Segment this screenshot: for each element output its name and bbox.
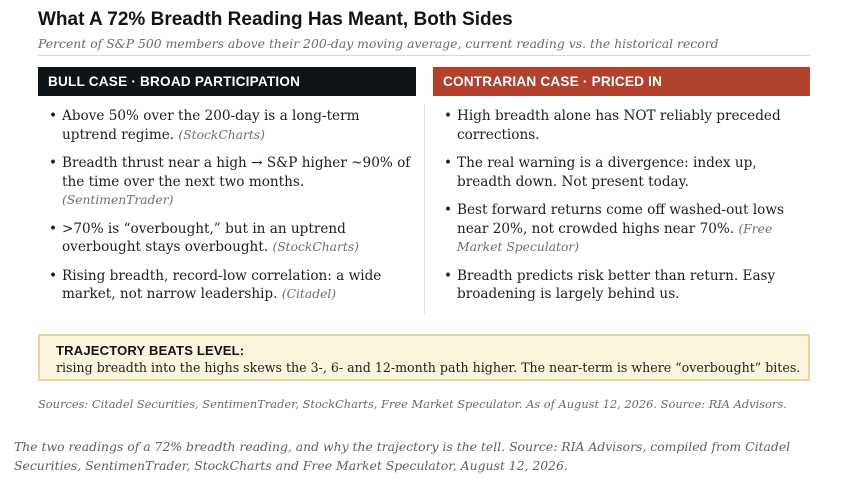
bullet-icon: •: [444, 108, 453, 124]
list-item: [48, 220, 418, 257]
list-item: [443, 107, 808, 144]
bullet-icon: •: [444, 202, 453, 218]
list-item: [48, 154, 418, 210]
bullet-text: Breadth predicts risk better than return. Easy broadening is largely behind us.: [457, 267, 776, 302]
trajectory-callout: [38, 334, 810, 381]
callout-title: TRAJECTORY BEATS LEVEL:: [56, 343, 245, 358]
figure-caption: The two readings of a 72% breadth reading, and why the trajectory is the tell. Source: RIA Advisors, compiled from Citadel Securities, SentimenTrader, StockCharts and Free Market Speculator, August 12, 2026.: [14, 439, 791, 473]
bullet-icon: •: [444, 267, 453, 284]
bullet-text: Above 50% over the 200-day is a long-term uptrend regime.: [62, 108, 360, 143]
bullet-text: Best forward returns come off washed-out lows near 20%, not crowded highs near 70%.: [457, 202, 784, 237]
bullet-source: (Free Market Speculator): [457, 221, 773, 254]
bullet-icon: •: [49, 155, 58, 171]
list-item: [48, 267, 418, 304]
bullet-source: (Citadel): [281, 287, 337, 301]
bullet-icon: •: [49, 267, 58, 284]
list-item: [48, 107, 418, 144]
bullet-source: (StockCharts): [272, 240, 359, 254]
bull-case-list: [48, 107, 418, 314]
contrarian-case-list: [443, 107, 808, 314]
bullet-source: (StockCharts): [178, 127, 265, 142]
bullet-text: Breadth thrust near a high → S&P higher ~90% of the time over the next two months.: [62, 155, 411, 190]
sources-note: Sources: Citadel Securities, SentimenTrader, StockCharts, Free Market Speculator. As of August 12, 2026. Source: RIA Advisors.: [38, 397, 787, 411]
bullet-source: (SentimenTrader): [62, 193, 174, 207]
page-title: What A 72% Breadth Reading Has Meant, Both Sides: [38, 9, 513, 30]
list-item: [443, 154, 808, 191]
header-divider: [38, 55, 810, 56]
bullet-text: Rising breadth, record-low correlation: a wide market, not narrow leadership.: [62, 267, 382, 302]
callout-text: rising breadth into the highs skews the 3-, 6- and 12-month path higher. The near-term is where “overbought” bites.: [56, 360, 801, 375]
bullet-icon: •: [444, 155, 453, 171]
column-divider: [424, 104, 425, 314]
bullet-icon: •: [49, 108, 58, 124]
list-item: [443, 267, 808, 304]
bullet-text: The real warning is a divergence: index up, breadth down. Not present today.: [457, 155, 757, 190]
bullet-text: High breadth alone has NOT reliably preceded corrections.: [457, 108, 781, 143]
bullet-text: >70% is “overbought,” but in an uptrend overbought stays overbought.: [62, 220, 346, 255]
list-item: [443, 201, 808, 257]
bullet-icon: •: [49, 220, 58, 237]
bull-case-header: BULL CASE · BROAD PARTICIPATION: [38, 67, 416, 96]
page-subtitle: Percent of S&P 500 members above their 200-day moving average, current reading vs. the historical record: [38, 36, 719, 51]
contrarian-case-header: CONTRARIAN CASE · PRICED IN: [433, 67, 810, 96]
